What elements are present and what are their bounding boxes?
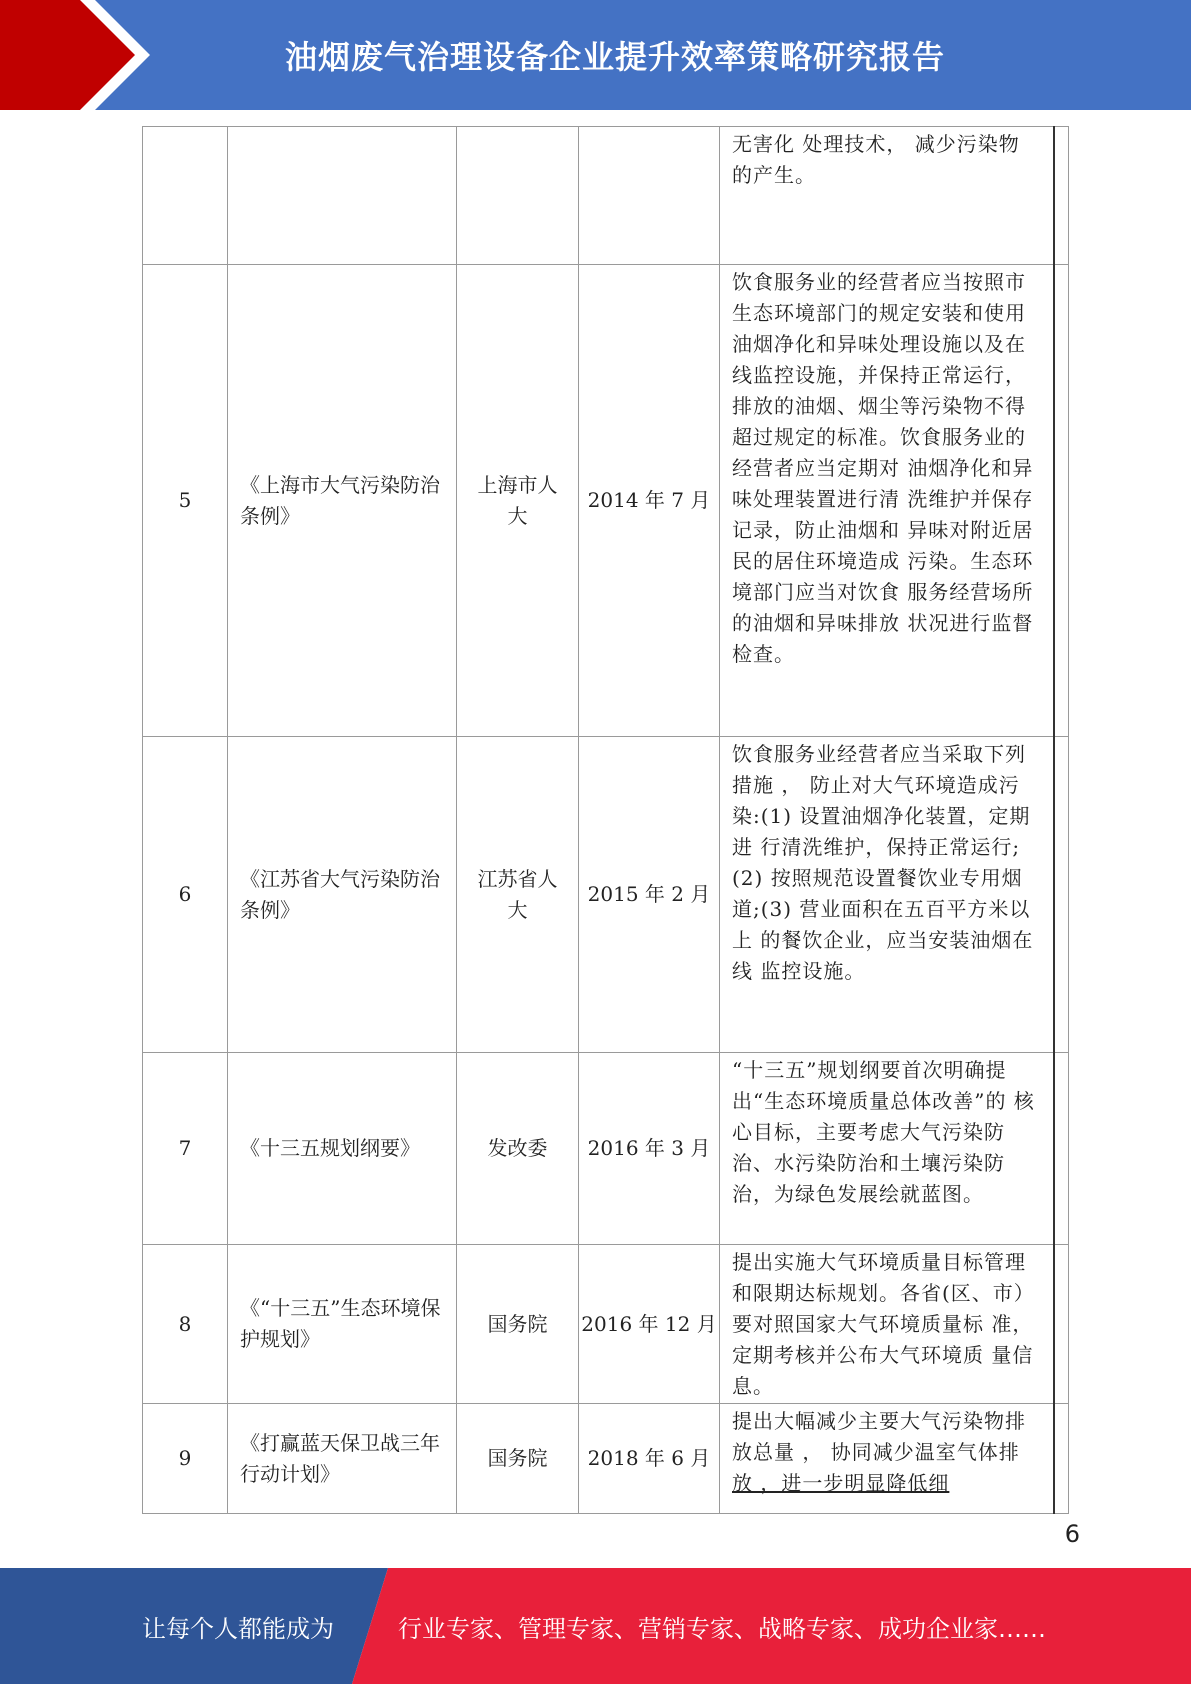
page-footer	[0, 1568, 1191, 1684]
issuing-body: 国务院	[457, 1404, 579, 1514]
issue-date: 2018 年 6 月	[579, 1404, 720, 1514]
issuing-body: 上海市人大	[457, 265, 579, 737]
table-row	[143, 1245, 1069, 1404]
regulation-content: 无害化 处理技术， 减少污染物的产生。	[720, 127, 1054, 265]
content-text: 提出大幅减少主要大气污染物排放总量 ， 协同减少温室气体排	[732, 1409, 1026, 1464]
regulation-content: 提出实施大气环境质量目标管理 和限期达标规划。各省(区、市）要对照国家大气环境质量标 准， 定期考核并公布大气环境质 量信息。	[720, 1245, 1054, 1404]
header-title: 油烟废气治理设备企业提升效率策略研究报告	[284, 38, 945, 76]
footer-slogan-left: 让每个人都能成为	[142, 1614, 334, 1643]
footer-slogan-right: 行业专家、管理专家、营销专家、战略专家、成功企业家……	[398, 1614, 1046, 1643]
row-number: 8	[143, 1245, 228, 1404]
table-edge	[1054, 1245, 1069, 1404]
issuing-body: 发改委	[457, 1053, 579, 1245]
regulation-name: 《江苏省大气污染防治条例》	[228, 737, 457, 1053]
issue-date	[579, 127, 720, 265]
issue-date: 2016 年 12 月	[579, 1245, 720, 1404]
issuing-body: 江苏省人大	[457, 737, 579, 1053]
regulation-content: “十三五”规划纲要首次明确提 出“生态环境质量总体改善”的 核心目标，主要考虑大气污染防 治、水污染防治和土壤污染防 治，为绿色发展绘就蓝图。	[720, 1053, 1054, 1245]
issue-date: 2015 年 2 月	[579, 737, 720, 1053]
content-underlined-text: 放 ，进一步明显降低细	[732, 1471, 950, 1495]
regulation-content: 饮食服务业经营者应当采取下列 措施 ， 防止对大气环境造成污 染:(1) 设置油烟净化装置，定期进 行清洗维护，保持正常运行;(2) 按照规范设置餐饮业专用烟 道;(3) 营业面积在五百平方米以上 的餐饮企业，应当安装油烟在线 监控设施。	[720, 737, 1054, 1053]
regulation-name: 《十三五规划纲要》	[228, 1053, 457, 1245]
row-number: 6	[143, 737, 228, 1053]
table-edge	[1054, 265, 1069, 737]
header-arrow-icon	[0, 0, 160, 110]
page-header	[0, 0, 1191, 110]
regulation-name: 《上海市大气污染防治条例》	[228, 265, 457, 737]
row-number: 9	[143, 1404, 228, 1514]
row-number: 7	[143, 1053, 228, 1245]
regulation-content: 饮食服务业的经营者应当按照市 生态环境部门的规定安装和使用 油烟净化和异味处理设施以及在 线监控设施，并保持正常运行， 排放的油烟、烟尘等污染物不得 超过规定的标准。饮食服务业的经营者应当定期对 油烟净化和异味处理装置进行清 洗维护并保存记录，防止油烟和 异味对附近居民的居住环境造成 污染。生态环境部门应当对饮食 服务经营场所的油烟和异味排放 状况进行监督检查。	[720, 265, 1054, 737]
row-number: 5	[143, 265, 228, 737]
table-edge	[1054, 127, 1069, 265]
page-number: 6	[1064, 1520, 1080, 1548]
regulation-name: 《打赢蓝天保卫战三年行动计划》	[228, 1404, 457, 1514]
regulations-table-wrap	[142, 126, 1068, 1514]
table-edge	[1054, 1404, 1069, 1514]
regulation-name	[228, 127, 457, 265]
regulation-content	[720, 1404, 1054, 1514]
issuing-body	[457, 127, 579, 265]
issue-date: 2014 年 7 月	[579, 265, 720, 737]
issue-date: 2016 年 3 月	[579, 1053, 720, 1245]
table-row	[143, 737, 1069, 1053]
table-edge	[1054, 1053, 1069, 1245]
table-row	[143, 127, 1069, 265]
table-row	[143, 1404, 1069, 1514]
table-row	[143, 1053, 1069, 1245]
regulation-name: 《“十三五”生态环境保护规划》	[228, 1245, 457, 1404]
regulations-table	[142, 126, 1069, 1514]
row-number	[143, 127, 228, 265]
table-edge	[1054, 737, 1069, 1053]
issuing-body: 国务院	[457, 1245, 579, 1404]
table-row	[143, 265, 1069, 737]
